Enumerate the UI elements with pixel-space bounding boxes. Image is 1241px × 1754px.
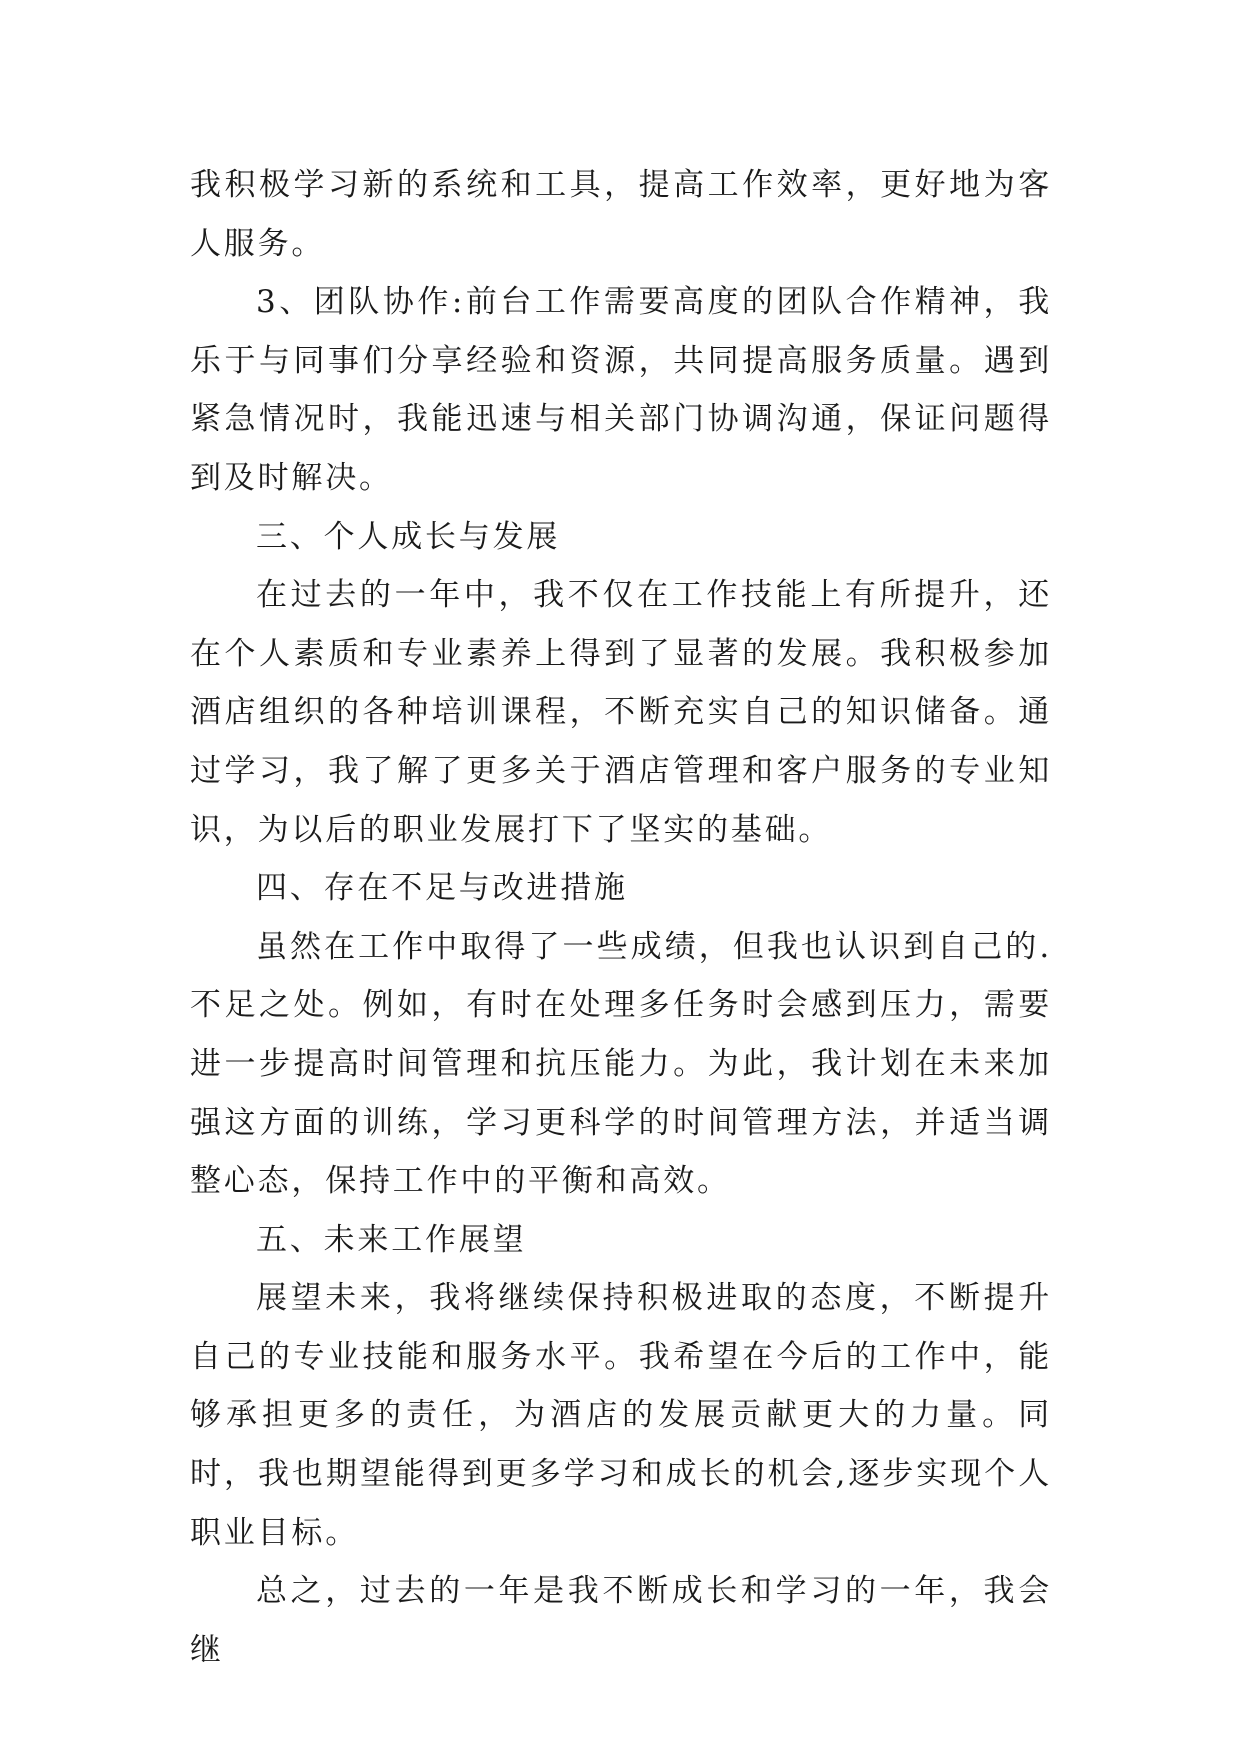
paragraph-continuation: 我积极学习新的系统和工具，提高工作效率，更好地为客人服务。 bbox=[190, 167, 1052, 262]
paragraph-teamwork: 3、团队协作:前台工作需要高度的团队合作精神，我乐于与同事们分享经验和资源，共同提高服务质量。遇到紧急情况时，我能迅速与相关部门协调沟通，保证问题得到及时解决。 bbox=[190, 284, 1052, 496]
paragraph-personal-growth: 在过去的一年中，我不仅在工作技能上有所提升，还在个人素质和专业素养上得到了显著的发展。我积极参加酒店组织的各种培训课程，不断充实自己的知识储备。通过学习，我了解了更多关于酒店管理和客户服务的专业知识，为以后的职业发展打下了坚实的基础。 bbox=[190, 577, 1052, 848]
section-heading-outlook: 五、未来工作展望 bbox=[256, 1221, 527, 1258]
section-heading-shortcomings: 四、存在不足与改进措施 bbox=[256, 870, 628, 907]
paragraph-summary: 总之，过去的一年是我不断成长和学习的一年，我会继 bbox=[190, 1573, 1052, 1668]
paragraph-shortcomings: 虽然在工作中取得了一些成绩，但我也认识到自己的.不足之处。例如，有时在处理多任务时会感到压力，需要进一步提高时间管理和抗压能力。为此，我计划在未来加强这方面的训练，学习更科学的时间管理方法，并适当调整心态，保持工作中的平衡和高效。 bbox=[190, 928, 1052, 1200]
document-body bbox=[190, 156, 1052, 1679]
paragraph-outlook: 展望未来，我将继续保持积极进取的态度，不断提升自己的专业技能和服务水平。我希望在今后的工作中，能够承担更多的责任，为酒店的发展贡献更大的力量。同时，我也期望能得到更多学习和成长的机会,逐步实现个人职业目标。 bbox=[190, 1280, 1052, 1551]
section-heading-personal-growth: 三、个人成长与发展 bbox=[256, 518, 561, 555]
